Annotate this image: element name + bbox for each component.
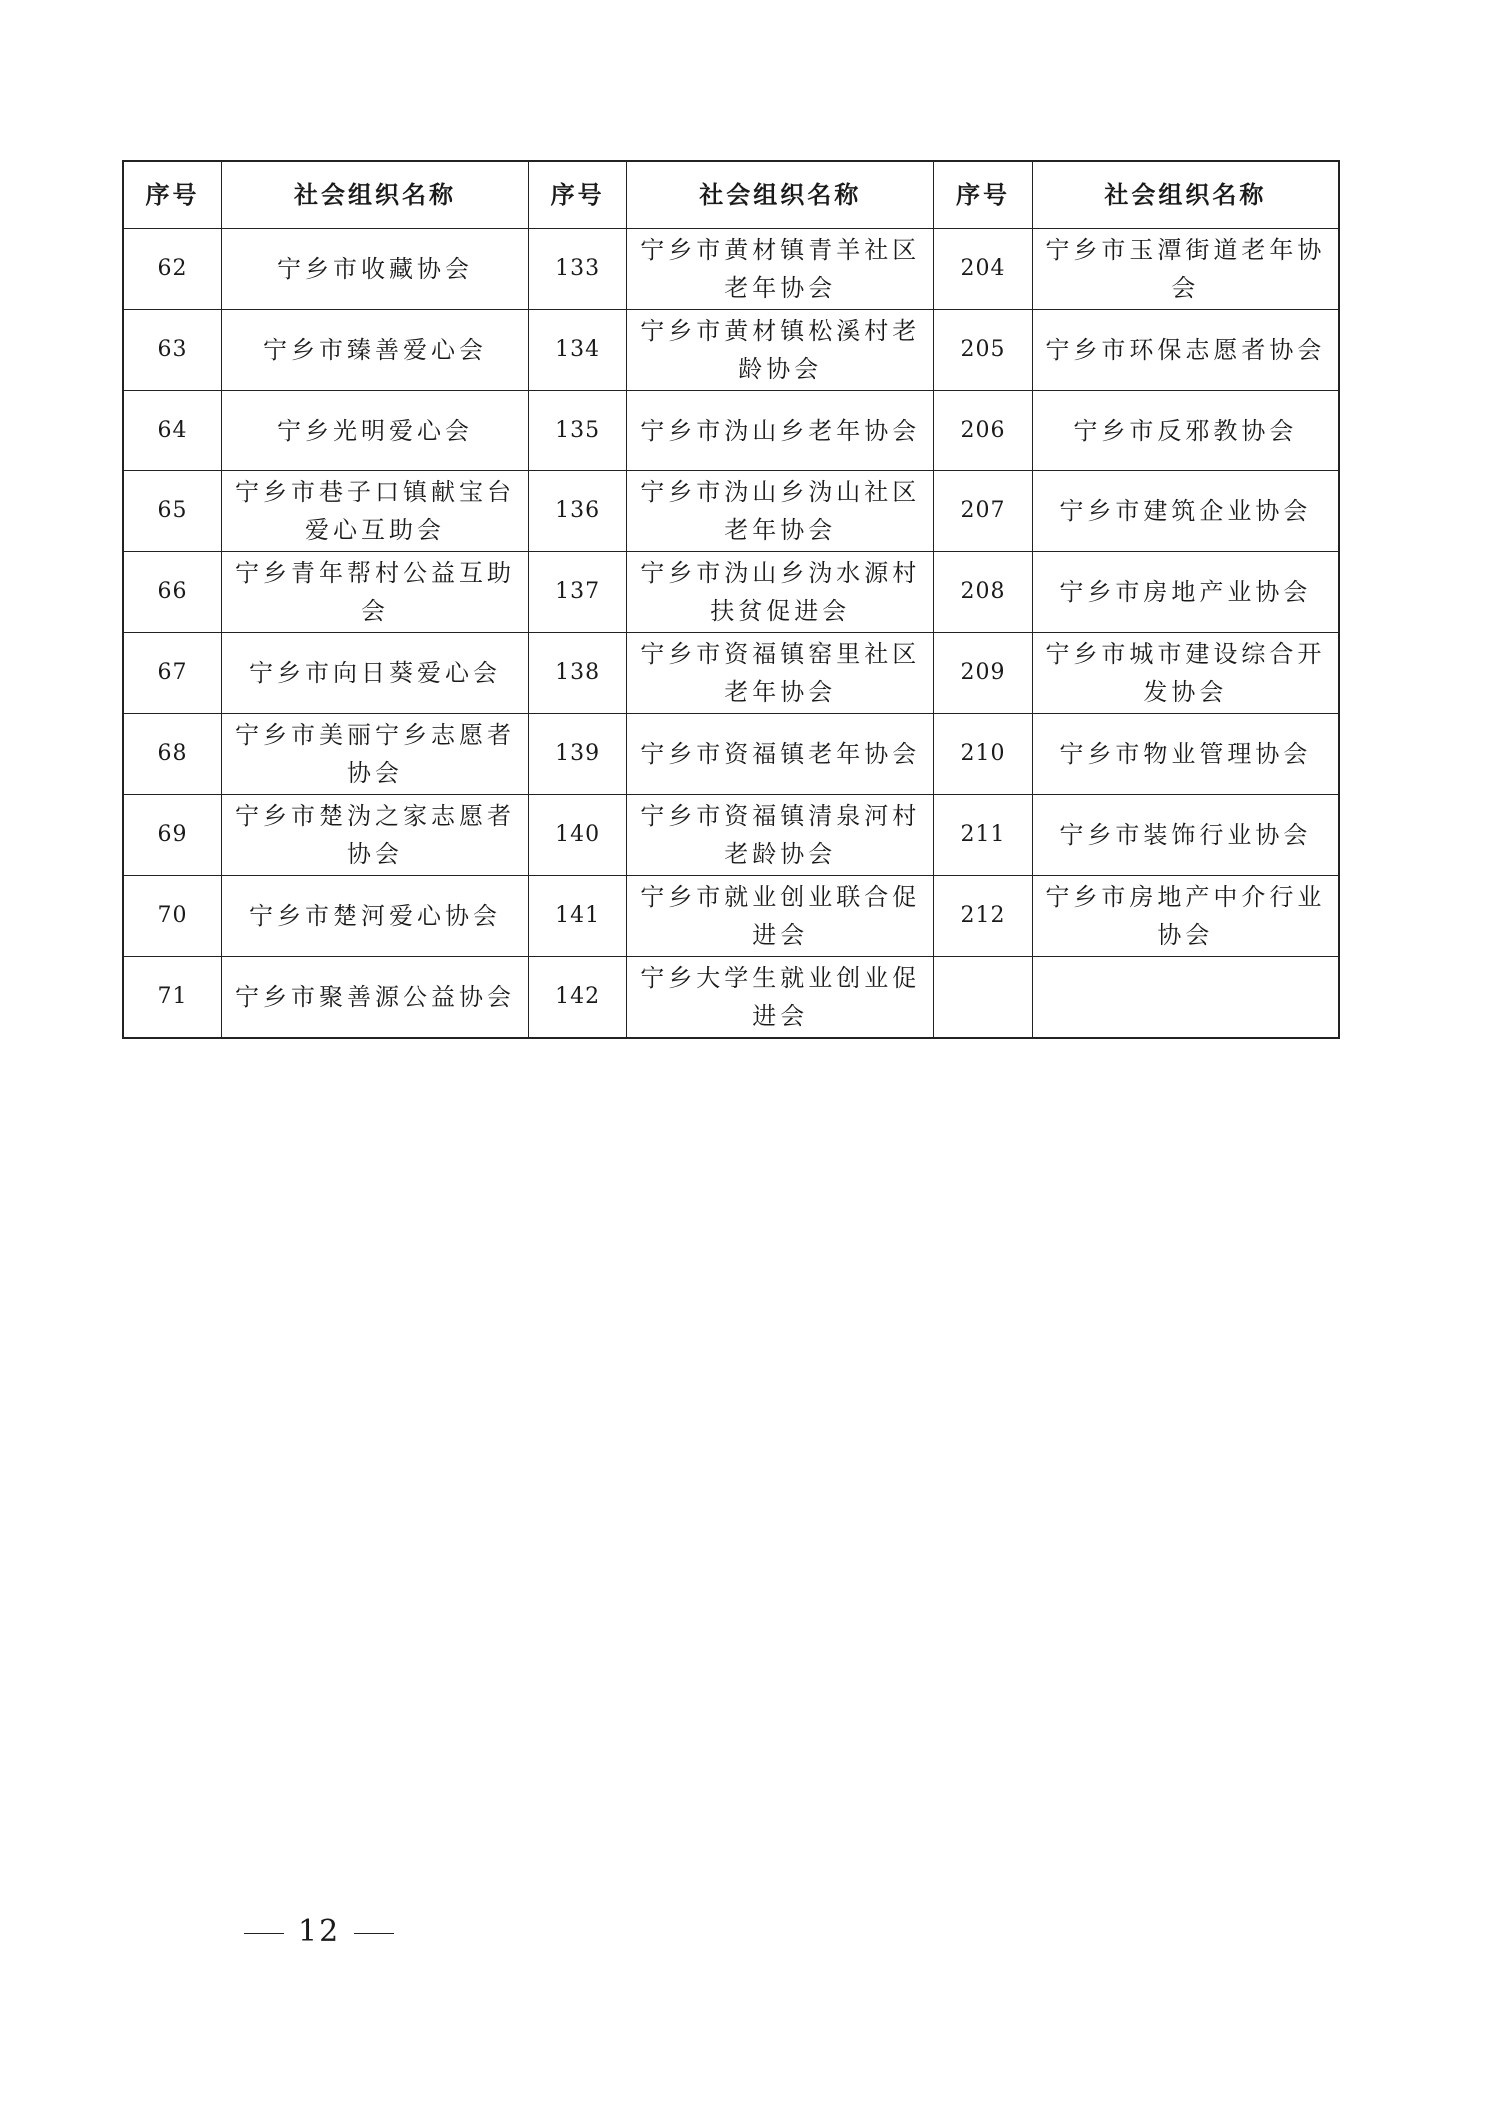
serial-cell: 212 — [934, 876, 1033, 957]
org-name-cell: 宁乡市楚沩之家志愿者协会 — [222, 795, 529, 876]
org-name-cell: 宁乡市就业创业联合促进会 — [627, 876, 934, 957]
column-header-org-name: 社会组织名称 — [627, 161, 934, 229]
org-name-cell: 宁乡市环保志愿者协会 — [1032, 310, 1339, 391]
serial-cell: 210 — [934, 714, 1033, 795]
serial-cell: 65 — [123, 471, 222, 552]
org-name-cell: 宁乡市收藏协会 — [222, 229, 529, 310]
table-row — [123, 310, 1339, 391]
org-name-cell: 宁乡市资福镇窑里社区老年协会 — [627, 633, 934, 714]
org-name-cell: 宁乡市反邪教协会 — [1032, 391, 1339, 471]
serial-cell: 67 — [123, 633, 222, 714]
org-name-cell: 宁乡市建筑企业协会 — [1032, 471, 1339, 552]
org-name-cell: 宁乡光明爱心会 — [222, 391, 529, 471]
org-name-cell: 宁乡青年帮村公益互助会 — [222, 552, 529, 633]
serial-cell: 69 — [123, 795, 222, 876]
table-header-row — [123, 161, 1339, 229]
org-name-cell: 宁乡市楚河爱心协会 — [222, 876, 529, 957]
column-header-org-name: 社会组织名称 — [222, 161, 529, 229]
serial-cell: 205 — [934, 310, 1033, 391]
serial-cell: 207 — [934, 471, 1033, 552]
serial-cell — [934, 957, 1033, 1039]
org-name-cell: 宁乡市城市建设综合开发协会 — [1032, 633, 1339, 714]
org-name-cell: 宁乡市资福镇清泉河村老龄协会 — [627, 795, 934, 876]
org-name-cell: 宁乡市美丽宁乡志愿者协会 — [222, 714, 529, 795]
org-name-cell: 宁乡市物业管理协会 — [1032, 714, 1339, 795]
serial-cell: 209 — [934, 633, 1033, 714]
page-number-footer — [230, 1914, 408, 1949]
org-name-cell: 宁乡市沩山乡老年协会 — [627, 391, 934, 471]
folio-dash-right — [354, 1933, 394, 1934]
serial-cell: 204 — [934, 229, 1033, 310]
serial-cell: 208 — [934, 552, 1033, 633]
org-name-cell: 宁乡市玉潭街道老年协会 — [1032, 229, 1339, 310]
table-row — [123, 957, 1339, 1039]
serial-cell: 139 — [528, 714, 627, 795]
org-name-cell: 宁乡市向日葵爱心会 — [222, 633, 529, 714]
org-name-cell: 宁乡市臻善爱心会 — [222, 310, 529, 391]
serial-cell: 135 — [528, 391, 627, 471]
serial-cell: 68 — [123, 714, 222, 795]
serial-cell: 141 — [528, 876, 627, 957]
serial-cell: 138 — [528, 633, 627, 714]
org-name-cell — [1032, 957, 1339, 1039]
serial-cell: 140 — [528, 795, 627, 876]
folio-dash-left — [244, 1933, 284, 1934]
page-number: 12 — [298, 1914, 341, 1949]
org-name-cell: 宁乡大学生就业创业促进会 — [627, 957, 934, 1039]
serial-cell: 64 — [123, 391, 222, 471]
serial-cell: 63 — [123, 310, 222, 391]
org-name-cell: 宁乡市聚善源公益协会 — [222, 957, 529, 1039]
serial-cell: 211 — [934, 795, 1033, 876]
org-name-cell: 宁乡市巷子口镇献宝台爱心互助会 — [222, 471, 529, 552]
serial-cell: 70 — [123, 876, 222, 957]
serial-cell: 142 — [528, 957, 627, 1039]
table-row — [123, 876, 1339, 957]
serial-cell: 136 — [528, 471, 627, 552]
serial-cell: 134 — [528, 310, 627, 391]
org-name-cell: 宁乡市黄材镇松溪村老龄协会 — [627, 310, 934, 391]
org-name-cell: 宁乡市装饰行业协会 — [1032, 795, 1339, 876]
org-name-cell: 宁乡市黄材镇青羊社区老年协会 — [627, 229, 934, 310]
table-row — [123, 471, 1339, 552]
serial-cell: 206 — [934, 391, 1033, 471]
org-name-cell: 宁乡市资福镇老年协会 — [627, 714, 934, 795]
column-header-serial: 序号 — [528, 161, 627, 229]
org-name-cell: 宁乡市沩山乡沩水源村扶贫促进会 — [627, 552, 934, 633]
table-row — [123, 714, 1339, 795]
serial-cell: 71 — [123, 957, 222, 1039]
serial-cell: 62 — [123, 229, 222, 310]
table-row — [123, 391, 1339, 471]
table-row — [123, 552, 1339, 633]
column-header-serial: 序号 — [123, 161, 222, 229]
table-row — [123, 795, 1339, 876]
org-name-cell: 宁乡市沩山乡沩山社区老年协会 — [627, 471, 934, 552]
serial-cell: 133 — [528, 229, 627, 310]
serial-cell: 66 — [123, 552, 222, 633]
column-header-org-name: 社会组织名称 — [1032, 161, 1339, 229]
table-row — [123, 633, 1339, 714]
table-row — [123, 229, 1339, 310]
serial-cell: 137 — [528, 552, 627, 633]
org-name-cell: 宁乡市房地产中介行业协会 — [1032, 876, 1339, 957]
column-header-serial: 序号 — [934, 161, 1033, 229]
social-organization-table — [122, 160, 1340, 1039]
org-name-cell: 宁乡市房地产业协会 — [1032, 552, 1339, 633]
